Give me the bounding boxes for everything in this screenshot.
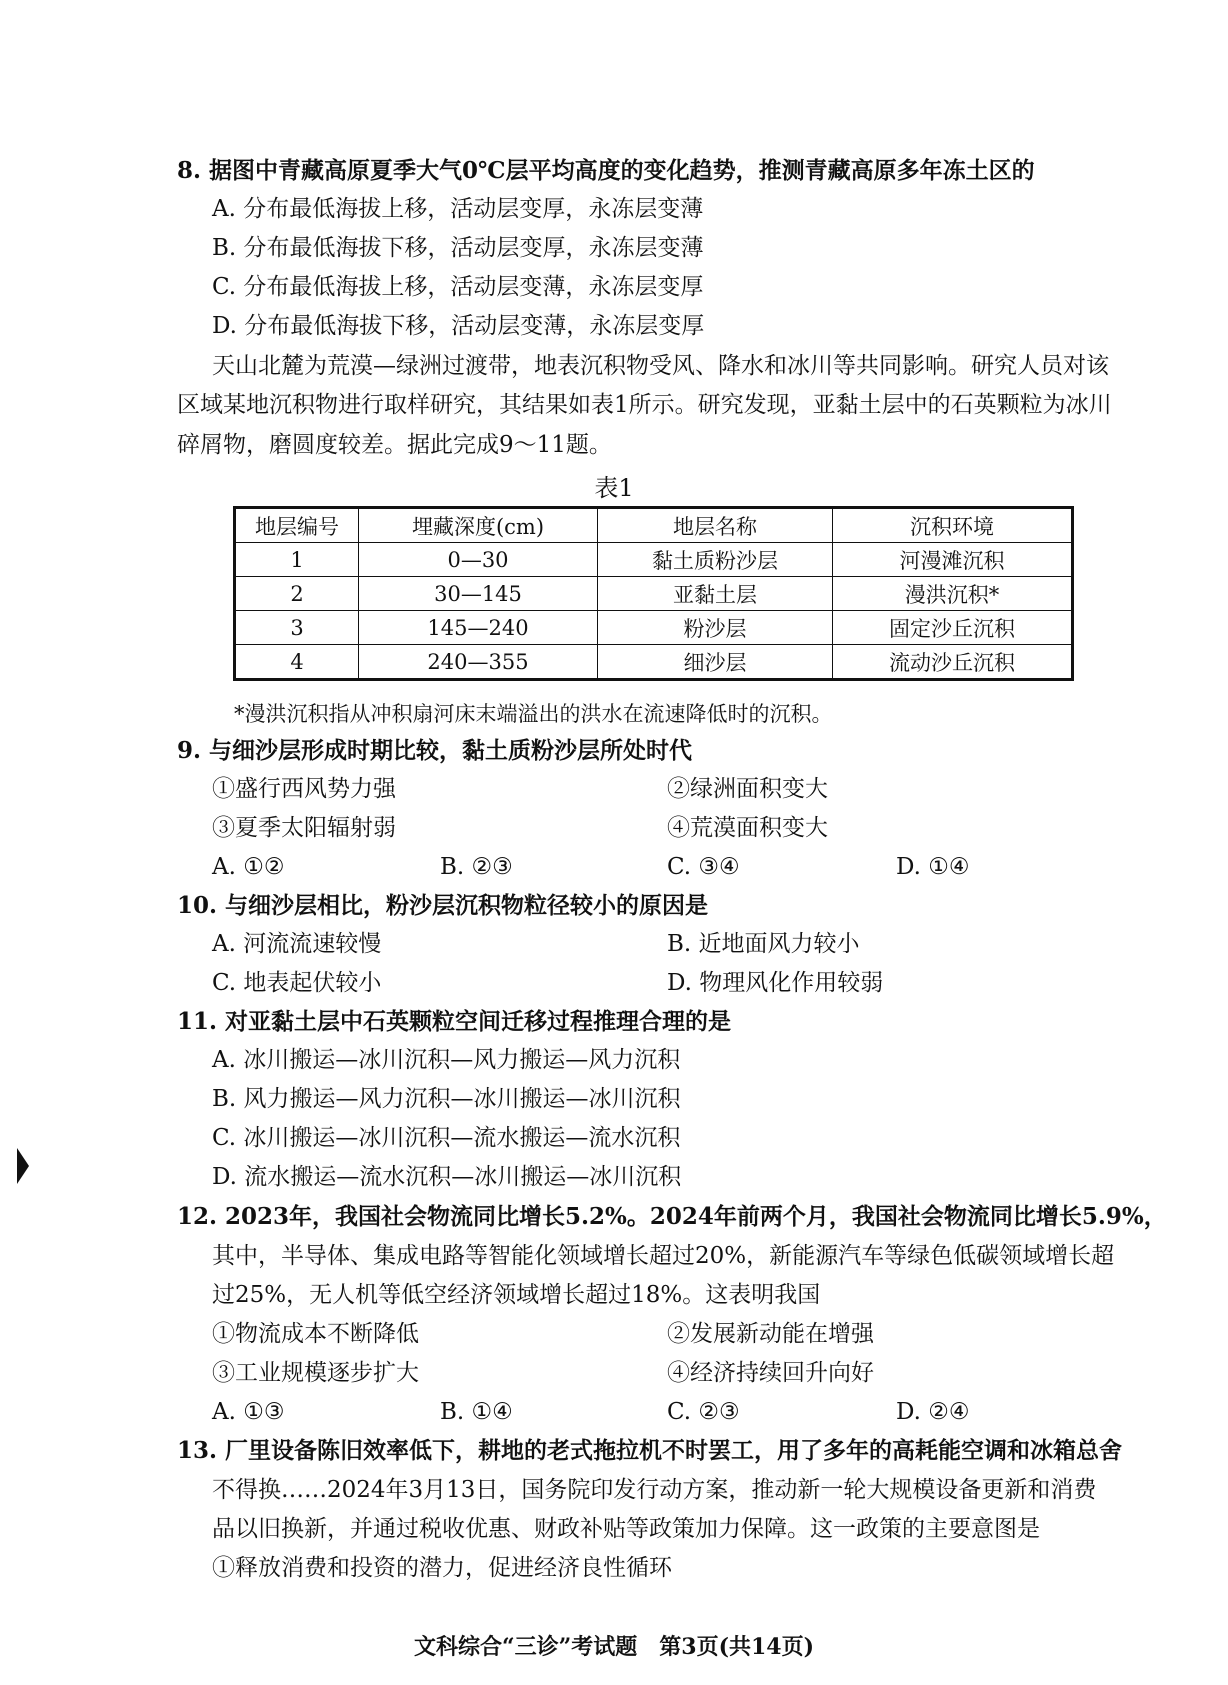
table-cell: 2 [235,577,359,611]
q9-choice-b: B. ②③ [440,854,513,880]
q10-option-c: C. 地表起伏较小 [212,970,382,996]
q11-option-a: A. 冰川搬运—冰川沉积—风力搬运—风力沉积 [212,1047,681,1073]
q9-choice-a: A. ①② [212,854,285,880]
table-row [235,543,1073,577]
table-cell: 河漫滩沉积 [833,543,1073,577]
table-note: *漫洪沉积指从冲积扇河床末端溢出的洪水在流速降低时的沉积。 [234,702,833,726]
q12-item-3: ③工业规模逐步扩大 [212,1360,419,1386]
table-header: 埋藏深度(cm) [359,508,598,543]
q13-line-2: 不得换……2024年3月13日，国务院印发行动方案，推动新一轮大规模设备更新和消费 [212,1477,1097,1503]
q12-choice-c: C. ②③ [667,1399,740,1425]
q8-option-d: D. 分布最低海拔下移，活动层变薄，永冻层变厚 [212,313,705,339]
table-header: 地层编号 [235,508,359,543]
q11-option-d: D. 流水搬运—流水沉积—冰川搬运—冰川沉积 [212,1164,682,1190]
table-cell: 细沙层 [598,645,833,680]
table-1 [233,506,1074,681]
table-cell: 3 [235,611,359,645]
q12-item-4: ④经济持续回升向好 [667,1360,874,1386]
q13-line-3: 品以旧换新，并通过税收优惠、财政补贴等政策加力保障。这一政策的主要意图是 [212,1516,1040,1542]
q9-choice-d: D. ①④ [896,854,970,880]
table-header-row [235,508,1073,543]
q12-choice-a: A. ①③ [212,1399,285,1425]
q8-option-b: B. 分布最低海拔下移，活动层变厚，永冻层变薄 [212,235,704,261]
table-header: 地层名称 [598,508,833,543]
page-footer: 文科综合“三诊”考试题 第3页(共14页) [413,1634,815,1660]
table-cell: 漫洪沉积* [833,577,1073,611]
q8-option-c: C. 分布最低海拔上移，活动层变薄，永冻层变厚 [212,274,704,300]
q10-stem: 10. 与细沙层相比，粉沙层沉积物粒径较小的原因是 [177,892,709,919]
table-cell: 粉沙层 [598,611,833,645]
q12-line-1: 12. 2023年，我国社会物流同比增长5.2%。2024年前两个月，我国社会物流同比增长5.9%， [177,1203,1167,1230]
table-cell: 亚黏土层 [598,577,833,611]
q9-item-2: ②绿洲面积变大 [667,776,828,802]
table-cell: 0—30 [359,543,598,577]
table-cell: 145—240 [359,611,598,645]
intro-line-2: 区域某地沉积物进行取样研究，其结果如表1所示。研究发现，亚黏土层中的石英颗粒为冰川 [177,392,1112,418]
q12-choice-b: B. ①④ [440,1399,513,1425]
table-cell: 30—145 [359,577,598,611]
q11-stem: 11. 对亚黏土层中石英颗粒空间迁移过程推理合理的是 [177,1008,732,1035]
q8-option-a: A. 分布最低海拔上移，活动层变厚，永冻层变薄 [212,196,704,222]
q8-stem: 8. 据图中青藏高原夏季大气0℃层平均高度的变化趋势，推测青藏高原多年冻土区的 [177,157,1035,184]
q9-item-3: ③夏季太阳辐射弱 [212,815,396,841]
q9-item-1: ①盛行西风势力强 [212,776,396,802]
table-cell: 固定沙丘沉积 [833,611,1073,645]
q13-item-1: ①释放消费和投资的潜力，促进经济良性循环 [212,1555,672,1581]
table-row [235,577,1073,611]
q12-choice-d: D. ②④ [896,1399,970,1425]
table-caption: 表1 [594,474,634,502]
table-cell: 黏土质粉沙层 [598,543,833,577]
q9-choice-c: C. ③④ [667,854,740,880]
q10-option-b: B. 近地面风力较小 [667,931,860,957]
intro-line-1: 天山北麓为荒漠—绿洲过渡带，地表沉积物受风、降水和冰川等共同影响。研究人员对该 [212,353,1109,379]
q12-item-2: ②发展新动能在增强 [667,1321,874,1347]
table-cell: 4 [235,645,359,680]
q12-line-2: 其中，半导体、集成电路等智能化领域增长超过20%，新能源汽车等绿色低碳领域增长超 [212,1243,1115,1269]
q9-item-4: ④荒漠面积变大 [667,815,828,841]
intro-line-3: 碎屑物，磨圆度较差。据此完成9～11题。 [177,432,612,458]
q12-item-1: ①物流成本不断降低 [212,1321,419,1347]
q13-line-1: 13. 厂里设备陈旧效率低下，耕地的老式拖拉机不时罢工，用了多年的高耗能空调和冰箱总舍 [177,1437,1123,1464]
binding-marker-icon [17,1148,29,1184]
table-cell: 1 [235,543,359,577]
q12-line-3: 过25%，无人机等低空经济领域增长超过18%。这表明我国 [212,1282,821,1308]
q10-option-d: D. 物理风化作用较弱 [667,970,884,996]
table-header: 沉积环境 [833,508,1073,543]
table-cell: 240—355 [359,645,598,680]
q10-option-a: A. 河流流速较慢 [212,931,382,957]
table-row [235,645,1073,680]
q11-option-c: C. 冰川搬运—冰川沉积—流水搬运—流水沉积 [212,1125,681,1151]
table-cell: 流动沙丘沉积 [833,645,1073,680]
q9-stem: 9. 与细沙层形成时期比较，黏土质粉沙层所处时代 [177,737,693,764]
table-row [235,611,1073,645]
q11-option-b: B. 风力搬运—风力沉积—冰川搬运—冰川沉积 [212,1086,681,1112]
